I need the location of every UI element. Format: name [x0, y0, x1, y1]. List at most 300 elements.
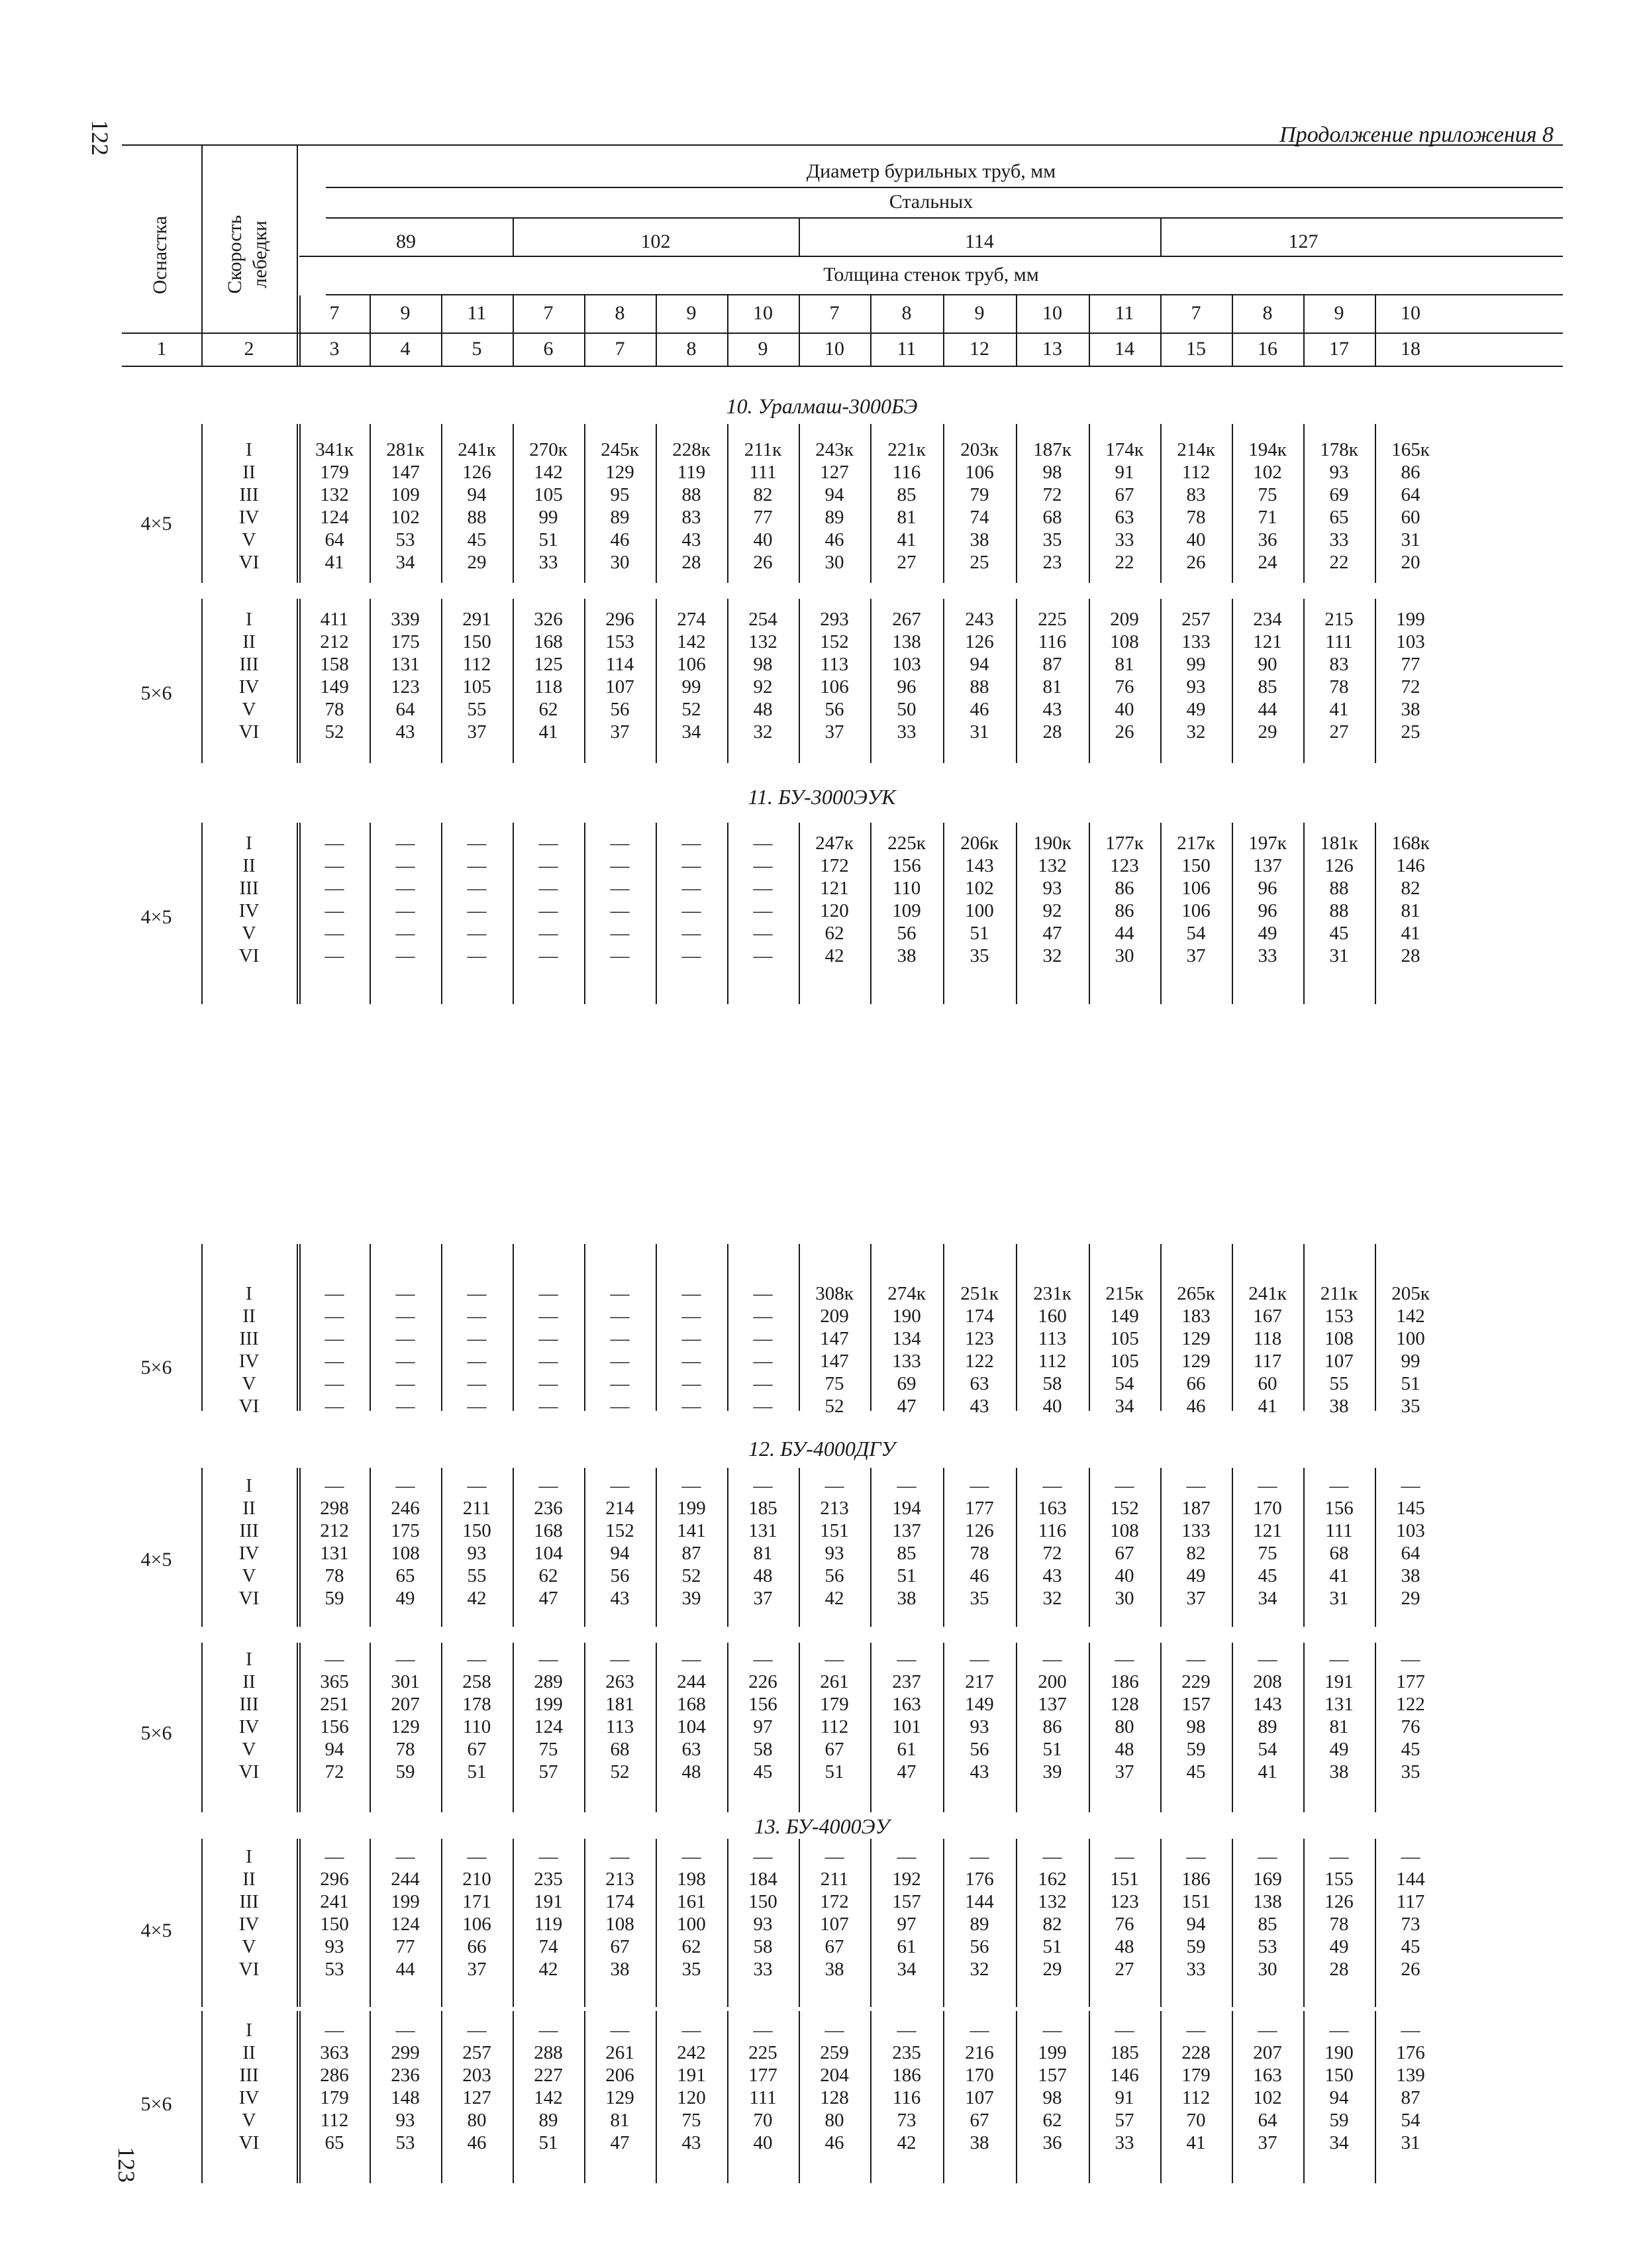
capacity-cell: 48	[753, 699, 773, 721]
winch-speed-gear: V	[242, 1374, 256, 1395]
winch-speed-gear: II	[242, 2043, 256, 2064]
capacity-cell: —	[538, 878, 558, 900]
capacity-cell: 138	[892, 632, 921, 653]
capacity-cell: 197к	[1248, 833, 1287, 854]
capacity-cell: 33	[1115, 2133, 1134, 2154]
winch-speed-gear: IV	[238, 677, 260, 698]
capacity-cell: 100	[1396, 1329, 1425, 1350]
capacity-cell: 341к	[315, 440, 354, 461]
capacity-cell: —	[395, 1476, 415, 1497]
capacity-cell: 194к	[1248, 440, 1287, 461]
value-column-divider	[299, 1468, 301, 1627]
capacity-cell: —	[753, 1396, 773, 1418]
capacity-column	[441, 1649, 513, 1784]
capacity-cell: 30	[610, 552, 630, 574]
capacity-cell: 37	[824, 722, 844, 743]
capacity-column	[370, 833, 441, 968]
capacity-cell: 55	[467, 1566, 487, 1587]
capacity-column	[1016, 609, 1089, 745]
capacity-cell: 207	[391, 1694, 420, 1716]
capacity-cell: —	[1329, 1847, 1349, 1868]
capacity-cell: 143	[1253, 1694, 1282, 1716]
value-column-divider	[1089, 1643, 1090, 1812]
capacity-cell: 77	[395, 1937, 415, 1958]
value-column-divider	[1089, 1244, 1090, 1411]
capacity-cell: 237	[892, 1672, 921, 1693]
capacity-cell: 185	[1110, 2043, 1139, 2064]
value-column-divider	[299, 1839, 301, 2007]
capacity-cell: 170	[1253, 1498, 1282, 1520]
capacity-cell: —	[395, 1351, 415, 1372]
capacity-column	[727, 440, 799, 575]
capacity-cell: 47	[897, 1396, 917, 1418]
capacity-cell: 114	[605, 654, 634, 676]
capacity-cell: 93	[467, 1543, 487, 1565]
capacity-cell: 168	[534, 1521, 563, 1542]
value-column-divider	[799, 2011, 800, 2183]
capacity-cell: —	[681, 856, 701, 877]
capacity-cell: 144	[965, 1892, 994, 1913]
capacity-cell: 199	[391, 1892, 420, 1913]
capacity-cell: 265к	[1177, 1284, 1215, 1305]
capacity-cell: 80	[467, 2110, 487, 2132]
capacity-cell: —	[897, 1476, 917, 1497]
column-number: 17	[1329, 339, 1349, 360]
capacity-cell: 133	[1181, 632, 1211, 653]
section-title: 10. Уралмаш-3000БЭ	[726, 396, 918, 419]
capacity-cell: 53	[395, 2133, 415, 2154]
value-column-divider	[1016, 599, 1017, 763]
capacity-cell: —	[467, 1396, 487, 1418]
value-column-divider	[727, 1468, 728, 1627]
capacity-column	[799, 1649, 870, 1784]
capacity-cell: 105	[534, 485, 563, 506]
capacity-cell: 47	[538, 1588, 558, 1610]
winch-speed-list	[212, 2020, 286, 2155]
capacity-cell: —	[1115, 2020, 1134, 2041]
capacity-cell: 38	[1401, 1566, 1420, 1587]
capacity-column	[799, 1847, 870, 1982]
capacity-cell: —	[324, 1284, 344, 1305]
value-column-divider	[727, 424, 728, 583]
value-column-divider	[1016, 1839, 1017, 2007]
capacity-cell: 26	[1115, 722, 1134, 743]
capacity-cell: 38	[897, 946, 917, 967]
capacity-cell: —	[324, 1329, 344, 1350]
capacity-column	[1303, 833, 1375, 968]
capacity-cell: —	[538, 1284, 558, 1305]
capacity-cell: —	[753, 946, 773, 967]
capacity-cell: 75	[681, 2110, 701, 2132]
capacity-cell: 94	[1329, 2088, 1349, 2109]
capacity-cell: 107	[820, 1914, 849, 1935]
capacity-cell: —	[538, 2020, 558, 2041]
capacity-cell: 191	[677, 2065, 706, 2087]
value-column-divider	[370, 1839, 371, 2007]
capacity-cell: 22	[1115, 552, 1134, 574]
capacity-cell: 174к	[1105, 440, 1144, 461]
capacity-cell: 41	[897, 530, 917, 551]
winch-speed-gear: II	[242, 1672, 256, 1693]
capacity-cell: 67	[467, 1739, 487, 1761]
capacity-cell: 37	[467, 722, 487, 743]
wall-thickness-label: 10	[1042, 303, 1062, 325]
capacity-cell: 129	[1181, 1329, 1211, 1350]
capacity-cell: 31	[1401, 530, 1420, 551]
column-number: 15	[1186, 339, 1206, 360]
column-number: 6	[543, 339, 554, 360]
row-group-divider	[297, 2011, 298, 2183]
capacity-cell: 155	[1324, 1869, 1354, 1890]
winch-speed-gear: VI	[238, 1396, 260, 1418]
capacity-cell: 183	[1181, 1306, 1211, 1327]
capacity-cell: —	[395, 1396, 415, 1418]
capacity-cell: 41	[324, 552, 344, 574]
capacity-column	[1160, 1284, 1232, 1419]
capacity-cell: 32	[970, 1959, 989, 1981]
capacity-cell: 102	[1253, 462, 1282, 484]
capacity-cell: 206	[605, 2065, 634, 2087]
capacity-column	[1089, 2020, 1160, 2155]
winch-speed-gear: II	[242, 856, 256, 877]
capacity-cell: —	[753, 923, 773, 945]
capacity-cell: 142	[1396, 1306, 1425, 1327]
capacity-column	[799, 1284, 870, 1419]
capacity-cell: 137	[1253, 856, 1282, 877]
capacity-cell: 45	[1401, 1739, 1420, 1761]
rigging-label: 4×5	[140, 514, 172, 535]
capacity-cell: 93	[1186, 677, 1206, 698]
wall-thickness-label: 9	[974, 303, 985, 325]
capacity-cell: 83	[1186, 485, 1206, 506]
capacity-cell: 149	[965, 1694, 994, 1716]
capacity-cell: 40	[1115, 699, 1134, 721]
capacity-cell: 163	[1038, 1498, 1067, 1520]
capacity-cell: 51	[970, 923, 989, 945]
capacity-cell: —	[610, 1396, 630, 1418]
capacity-cell: 128	[1110, 1694, 1139, 1716]
row-group-divider	[297, 1244, 298, 1411]
value-column-divider	[441, 1244, 442, 1411]
capacity-cell: 61	[897, 1937, 917, 1958]
capacity-cell: 90	[1258, 654, 1277, 676]
value-column-divider	[513, 424, 514, 583]
value-column-divider	[299, 2011, 301, 2183]
value-column-divider	[441, 2011, 442, 2183]
capacity-column	[870, 1847, 943, 1982]
capacity-cell: 38	[970, 530, 989, 551]
capacity-cell: 245к	[601, 440, 639, 461]
row-group-divider	[297, 424, 298, 583]
capacity-cell: —	[324, 856, 344, 877]
capacity-cell: 181к	[1320, 833, 1358, 854]
capacity-cell: 88	[1329, 878, 1349, 900]
capacity-column	[727, 1284, 799, 1419]
capacity-column	[943, 1284, 1016, 1419]
capacity-cell: —	[467, 1284, 487, 1305]
capacity-cell: —	[753, 1284, 773, 1305]
capacity-cell: 89	[1258, 1717, 1277, 1738]
capacity-column	[1375, 1284, 1446, 1419]
capacity-cell: —	[1115, 1847, 1134, 1868]
capacity-cell: 94	[970, 654, 989, 676]
capacity-cell: 67	[610, 1937, 630, 1958]
capacity-cell: 103	[1396, 1521, 1425, 1542]
capacity-cell: 38	[970, 2133, 989, 2154]
winch-speed-gear: VI	[238, 552, 260, 574]
winch-speed-gear: III	[239, 2065, 259, 2087]
row-group-divider	[297, 1839, 298, 2007]
value-column-divider	[1232, 823, 1233, 1004]
capacity-cell: 94	[824, 485, 844, 506]
capacity-cell: —	[467, 923, 487, 945]
capacity-cell: 209	[1110, 609, 1139, 631]
value-column-divider	[1303, 1244, 1305, 1411]
capacity-cell: 56	[970, 1739, 989, 1761]
rigging-column-title: Оснастка	[150, 215, 172, 295]
capacity-cell: 56	[897, 923, 917, 945]
wall-thickness-label: 9	[1334, 303, 1344, 325]
capacity-cell: 203	[462, 2065, 491, 2087]
capacity-cell: 80	[824, 2110, 844, 2132]
capacity-column	[943, 833, 1016, 968]
capacity-cell: 288	[534, 2043, 563, 2064]
capacity-cell: 107	[965, 2088, 994, 2109]
row-group-divider	[297, 1468, 298, 1627]
capacity-cell: 28	[1401, 946, 1420, 967]
capacity-cell: 63	[1115, 507, 1134, 529]
capacity-cell: 153	[605, 632, 634, 653]
capacity-column	[1089, 440, 1160, 575]
capacity-cell: 241к	[458, 440, 496, 461]
capacity-cell: 152	[820, 632, 849, 653]
column-number: 11	[897, 339, 917, 360]
capacity-cell: 33	[753, 1959, 773, 1981]
header-rule-bottom	[122, 366, 1563, 367]
capacity-cell: 27	[1115, 1959, 1134, 1981]
capacity-cell: 81	[753, 1543, 773, 1565]
capacity-cell: 23	[1042, 552, 1062, 574]
header-rule-steel	[326, 217, 1563, 219]
capacity-cell: 207	[1253, 2043, 1282, 2064]
capacity-cell: 72	[1401, 677, 1420, 698]
capacity-cell: —	[467, 946, 487, 967]
capacity-cell: 88	[681, 485, 701, 506]
capacity-cell: —	[610, 856, 630, 877]
capacity-cell: 81	[897, 507, 917, 529]
capacity-column	[1160, 1649, 1232, 1784]
capacity-cell: 85	[1258, 1914, 1277, 1935]
capacity-cell: 88	[467, 507, 487, 529]
capacity-cell: 37	[1186, 1588, 1206, 1610]
capacity-cell: 64	[1401, 1543, 1420, 1565]
capacity-cell: 92	[1042, 901, 1062, 922]
value-column-divider	[1160, 1468, 1162, 1627]
capacity-cell: 54	[1258, 1739, 1277, 1761]
capacity-cell: 181	[605, 1694, 634, 1716]
capacity-cell: 217	[965, 1672, 994, 1693]
value-column-divider	[1160, 1244, 1162, 1411]
header-rule-top	[122, 144, 1563, 146]
capacity-cell: 142	[534, 2088, 563, 2109]
capacity-cell: —	[970, 2020, 989, 2041]
page-number-bottom: 123	[113, 2147, 140, 2183]
capacity-cell: 133	[892, 1351, 921, 1372]
winch-speed-gear: VI	[238, 2133, 260, 2154]
capacity-column	[299, 1476, 370, 1611]
capacity-cell: 43	[681, 2133, 701, 2154]
capacity-column	[584, 440, 656, 575]
capacity-column	[727, 2020, 799, 2155]
winch-speed-gear: I	[246, 440, 252, 461]
capacity-column	[943, 440, 1016, 575]
capacity-cell: 45	[1258, 1566, 1277, 1587]
capacity-cell: 38	[1329, 1396, 1349, 1418]
capacity-cell: —	[324, 1351, 344, 1372]
capacity-cell: —	[681, 1396, 701, 1418]
capacity-cell: 141	[677, 1521, 706, 1542]
capacity-cell: 42	[897, 2133, 917, 2154]
capacity-cell: —	[681, 1649, 701, 1671]
capacity-cell: —	[753, 1329, 773, 1350]
capacity-cell: 108	[391, 1543, 420, 1565]
value-column-divider	[870, 823, 871, 1004]
capacity-cell: 54	[1401, 2110, 1420, 2132]
capacity-cell: —	[1115, 1649, 1134, 1671]
capacity-cell: —	[970, 1847, 989, 1868]
capacity-column	[299, 1284, 370, 1419]
wall-thickness-label: 8	[901, 303, 912, 325]
capacity-cell: —	[1186, 1847, 1206, 1868]
capacity-cell: 72	[324, 1762, 344, 1783]
capacity-cell: 257	[462, 2043, 491, 2064]
capacity-cell: 184	[748, 1869, 777, 1890]
capacity-column	[943, 1847, 1016, 1982]
capacity-cell: 40	[753, 2133, 773, 2154]
value-column-divider	[1375, 1839, 1376, 2007]
capacity-cell: 156	[320, 1717, 349, 1738]
capacity-column	[1016, 1649, 1089, 1784]
column-number: 12	[970, 339, 989, 360]
capacity-cell: 49	[1329, 1739, 1349, 1761]
capacity-cell: 293	[820, 609, 849, 631]
winch-speed-gear: IV	[238, 1717, 260, 1738]
capacity-column	[1303, 1847, 1375, 1982]
capacity-column	[943, 609, 1016, 745]
capacity-cell: 52	[681, 699, 701, 721]
capacity-cell: 74	[970, 507, 989, 529]
capacity-cell: 98	[753, 654, 773, 676]
winch-speed-gear: II	[242, 1498, 256, 1520]
winch-speed-gear: V	[242, 1937, 256, 1958]
capacity-cell: 241	[320, 1892, 349, 1913]
capacity-cell: 163	[1253, 2065, 1282, 2087]
capacity-cell: 75	[1258, 1543, 1277, 1565]
capacity-cell: 89	[824, 507, 844, 529]
capacity-cell: —	[395, 856, 415, 877]
value-column-divider	[656, 1468, 657, 1627]
value-column-divider	[1375, 1468, 1376, 1627]
capacity-cell: 38	[610, 1959, 630, 1981]
capacity-cell: 251к	[960, 1284, 999, 1305]
capacity-cell: —	[538, 1329, 558, 1350]
capacity-cell: 93	[324, 1937, 344, 1958]
capacity-cell: 63	[681, 1739, 701, 1761]
capacity-cell: 147	[820, 1351, 849, 1372]
capacity-column	[727, 1847, 799, 1982]
capacity-cell: 103	[892, 654, 921, 676]
value-column-divider	[656, 1839, 657, 2007]
capacity-cell: 146	[1110, 2065, 1139, 2087]
capacity-cell: —	[1258, 2020, 1277, 2041]
capacity-cell: 75	[824, 1374, 844, 1395]
capacity-cell: 244	[677, 1672, 706, 1693]
capacity-cell: 49	[1329, 1937, 1349, 1958]
value-column-divider	[513, 1244, 514, 1411]
capacity-cell: —	[538, 1396, 558, 1418]
value-column-divider	[370, 1244, 371, 1411]
capacity-column	[1016, 1284, 1089, 1419]
capacity-cell: 149	[320, 677, 349, 698]
value-column-divider	[584, 599, 585, 763]
capacity-cell: 261	[820, 1672, 849, 1693]
capacity-cell: 213	[820, 1498, 849, 1520]
capacity-cell: 122	[965, 1351, 994, 1372]
rigging-label: 5×6	[140, 684, 172, 705]
row-group-divider	[201, 2011, 203, 2183]
value-column-divider	[1016, 2011, 1017, 2183]
capacity-cell: 152	[605, 1521, 634, 1542]
winch-speed-gear: I	[246, 609, 252, 631]
capacity-cell: 205к	[1391, 1284, 1430, 1305]
value-column-divider	[943, 1839, 944, 2007]
capacity-cell: 179	[820, 1694, 849, 1716]
capacity-cell: 30	[1115, 946, 1134, 967]
capacity-column	[370, 440, 441, 575]
winch-speed-gear: V	[242, 530, 256, 551]
capacity-column	[513, 1476, 584, 1611]
winch-speed-gear: I	[246, 1847, 252, 1868]
capacity-cell: —	[1329, 1649, 1349, 1671]
capacity-cell: 178к	[1320, 440, 1358, 461]
header-rule-thickness	[122, 333, 1563, 334]
steel-pipes-heading: Стальных	[889, 192, 973, 213]
capacity-cell: 51	[467, 1762, 487, 1783]
capacity-cell: —	[395, 1329, 415, 1350]
capacity-cell: —	[681, 2020, 701, 2041]
winch-speed-gear: III	[239, 1329, 259, 1350]
value-column-divider	[870, 599, 871, 763]
capacity-column	[1232, 609, 1303, 745]
capacity-cell: 43	[1042, 699, 1062, 721]
capacity-column	[1016, 1476, 1089, 1611]
capacity-column	[1303, 609, 1375, 745]
capacity-cell: 51	[824, 1762, 844, 1783]
capacity-cell: 52	[824, 1396, 844, 1418]
capacity-cell: 221к	[887, 440, 926, 461]
capacity-cell: 78	[324, 699, 344, 721]
capacity-cell: 33	[1115, 530, 1134, 551]
capacity-cell: 187к	[1033, 440, 1071, 461]
capacity-cell: —	[610, 833, 630, 854]
capacity-cell: —	[610, 1329, 630, 1350]
capacity-column	[943, 1649, 1016, 1784]
winch-speed-gear: VI	[238, 1588, 260, 1610]
capacity-cell: 59	[324, 1588, 344, 1610]
capacity-cell: 86	[1042, 1717, 1062, 1738]
capacity-cell: —	[681, 833, 701, 854]
capacity-cell: 123	[965, 1329, 994, 1350]
